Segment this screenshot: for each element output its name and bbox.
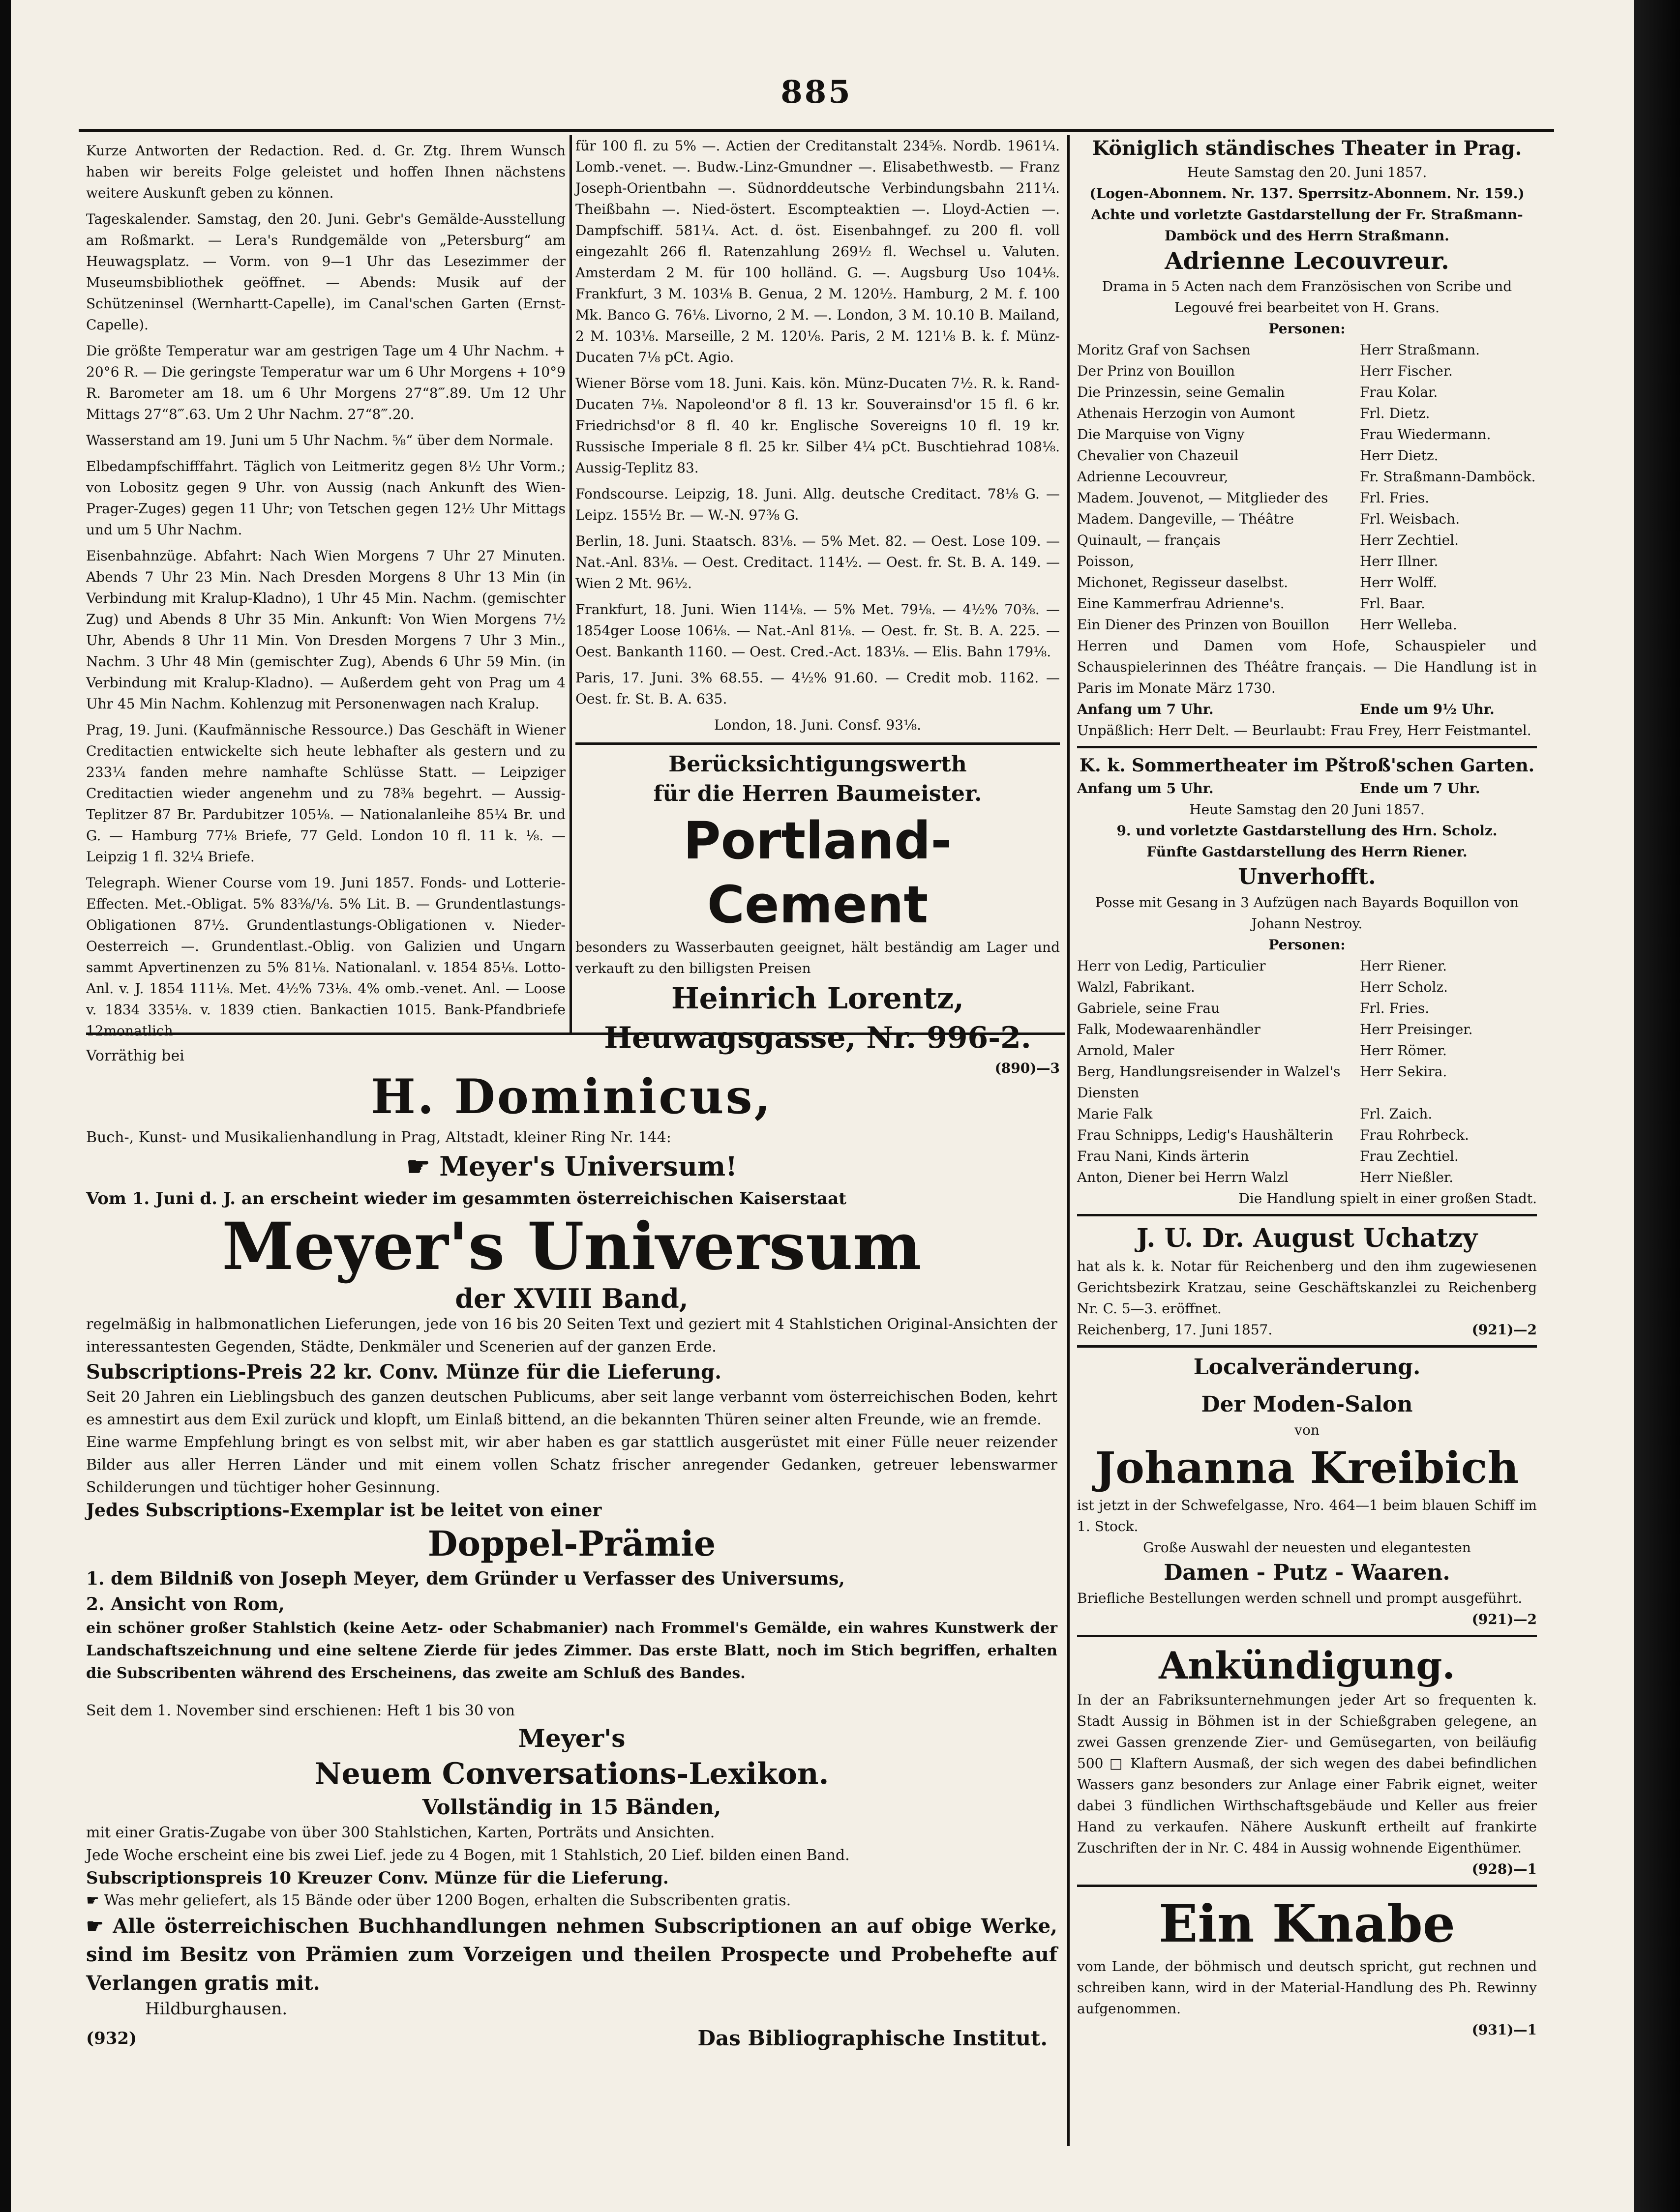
cast-actor: Herr Zechtiel. [1360,532,1459,548]
portland-headline-1: Berücksichtigungswerth [668,752,967,777]
cast-role: Madem. Jouvenot, — Mitglieder des [1077,490,1328,506]
cast-actor: Fr. Straßmann-Damböck. [1360,469,1536,485]
salon-goods: Damen - Putz - Waaren. [1164,1560,1450,1585]
pointing-hand-icon: ☛ [86,1892,104,1909]
cast-actor: Frl. Weisbach. [1360,511,1460,527]
universum-every: Jedes Subscriptions-Exemplar ist be leitet von einer [86,1500,602,1521]
cast-role: Herr von Ledig, Particulier [1077,958,1266,974]
cast-role: Gabriele, seine Frau [1077,1000,1220,1016]
uchatzy-title: J. U. Dr. August Uchatzy [1136,1223,1478,1253]
salon-footer: Briefliche Bestellungen werden schnell und prompt ausgeführt. [1077,1590,1523,1606]
notice-wasserstand: Wasserstand am 19. Juni um 5 Uhr Nachm. ⅝“ über dem Normale. [86,432,554,448]
cast-row [1077,1146,1537,1167]
notice-redaction: Kurze Antworten der Redaction. Red. d. Gr. Ztg. Ihrem Wunsch haben wir bereits Folge geleistet und hoffen Ihnen nächstens weitere Auskunft geben zu können. [86,143,566,201]
cast-role: Anton, Diener bei Herrn Walzl [1077,1169,1289,1185]
universum-praemie: Doppel-Prämie [427,1523,716,1564]
dominicus-intro: Vom 1. Juni d. J. an erscheint wieder im gesammten österreichischen Kaiserstaat [86,1189,846,1209]
cast-role: Athenais Herzogin von Aumont [1077,405,1295,421]
summer-guest-1: 9. und vorletzte Gastdarstellung des Hrn. Scholz. [1116,823,1498,839]
uchatzy-place-date: Reichenberg, 17. Juni 1857. [1077,1322,1273,1338]
lexikon-p5: mit einer Gratis-Zugabe von über 300 Stahlstichen, Karten, Porträts und Ansichten. [86,1824,715,1841]
cast-actor: Herr Fischer. [1360,363,1453,379]
lexikon-p7-text: Was mehr geliefert, als 15 Bände oder über 1200 Bogen, erhalten die Subscribenten gratis. [104,1892,791,1909]
cast-actor: Frl. Dietz. [1360,405,1430,421]
summer-start: Anfang um 5 Uhr. [1077,780,1214,796]
lexikon-meyers: Meyer's [518,1724,626,1753]
dominicus-desc: Buch-, Kunst- und Musikalienhandlung in Prag, Altstadt, kleiner Ring Nr. 144: [86,1129,671,1146]
column-right [1077,135,1537,2151]
universum-p3: Eine warme Empfehlung bringt es von selbst mit, wir aber haben es gar stattlich ausgerüstet mit einer Fülle neuer reizender Bilder aus aller Herren Länder und mit einem vollen Schatz frischer anregender Gedanken, getreuer lebenswarmer Schilderungen und tüchtiger hoher Gesinnung. [86,1434,1057,1496]
lexikon-p8 [86,1912,1057,1998]
cast-row [1077,1019,1537,1040]
notice-dampfschifffahrt: Elbedampfschifffahrt. Täglich von Leitmeritz gegen 8½ Uhr Vorm.; von Lobositz gegen 9 Uhr. von Aussig (nach Ankunft des Wien-Prager-Zuges) gegen 11 Uhr; von Tetschen gegen 12½ Uhr Mittags und um 5 Uhr Nachm. [86,458,566,538]
cast-row [1077,1040,1537,1061]
uchatzy-footer [1077,1319,1537,1340]
column-rule-1 [570,135,572,1035]
theatre-guest: Achte und vorletzte Gastdarstellung der Fr. Straßmann-Damböck und des Herrn Straßmann. [1091,206,1523,244]
cast-role: Michonet, Regisseur daselbst. [1077,574,1288,590]
rule [1077,1345,1537,1348]
cast-row [1077,1103,1537,1124]
lexikon-since: Seit dem 1. November sind erschienen: Heft 1 bis 30 von [86,1702,515,1719]
portland-ref: (890)—3 [994,1060,1060,1076]
uchatzy-body: hat als k. k. Notar für Reichenberg und den ihm zugewiesenen Gerichtsbezirk Kratzau, seine Geschäftskanzlei zu Reichenberg Nr. C. 5—3. eröffnet. [1077,1258,1537,1317]
cast-actor: Herr Welleba. [1360,617,1457,633]
column-left [86,140,566,1039]
portland-body: besonders zu Wasserbauten geeignet, hält beständig am Lager und verkauft zu den billigsten Preisen [575,939,1060,976]
theatre-play-desc: Drama in 5 Acten nach dem Französischen von Scribe und Legouvé frei bearbeitet von H. Grans. [1102,278,1512,316]
cast-row [1077,403,1537,424]
notice-temperatur: Die größte Temperatur war am gestrigen Tage um 4 Uhr Nachm. + 20°6 R. — Die geringste Temperatur war um 6 Uhr Morgens + 10°9 R. Barometer am 18. um 6 Uhr Morgens 27“8‴.89. Um 12 Uhr Mittags 27“8‴.63. Um 2 Uhr Nachm. 27“8‴.20. [86,343,566,422]
ankuendigung-title: Ankündigung. [1159,1644,1455,1687]
dominicus-ad [86,1045,1057,2156]
rule [1077,1885,1537,1887]
rule [1077,1214,1537,1216]
salon-body: ist jetzt in der Schwefelgasse, Nro. 464—1 beim blauen Schiff im 1. Stock. [1077,1497,1537,1534]
wiener-boerse: Wiener Börse vom 18. Juni. Kais. kön. Münz-Ducaten 7½. R. k. Rand-Ducaten 7⅛. Napoleond'or 8 fl. 13 kr. Souverainsd'or 15 fl. 6 kr. Friedrichsd'or 8 fl. 40 kr. Englische Sovereigns 10 fl. 19 kr. Russische Imperiale 8 fl. 25 kr. Silber 4¼ pCt. Buschtiehrad 108⅛. Aussig-Teplitz 83. [575,375,1060,476]
praemie-item-1: 1. dem Bildniß von Joseph Meyer, dem Gründer u Verfasser des Universums, [86,1568,845,1589]
summer-date: Heute Samstag den 20 Juni 1857. [1189,801,1425,818]
salon-ref: (921)—2 [1471,1611,1537,1627]
ankuendigung-body: In der an Fabriksunternehmungen jeder Art so frequenten k. Stadt Aussig in Böhmen ist in der Schießgraben gelegene, an zwei Gassen grenzende Zier- und Gemüsegarten, von beiläufig 500 □ Klaftern Ausmaß, der sich wegen des dabei befindlichen Wassers ganz besonders zur Anlage einer Fabrik eignet, weiter dabei 3 fündlichen Wirthschaftsgebäude und Keller aus freier Hand zu verkaufen. Nähere Auskunft ertheilt auf frankirte Zuschriften der in Nr. C. 484 in Aussig wohnende Eigenthümer. [1077,1692,1537,1856]
summer-persons-heading: Personen: [1268,937,1346,953]
cast-actor: Herr Riener. [1360,958,1447,974]
cast-row [1077,445,1537,466]
cast-role: Ein Diener des Prinzen von Bouillon [1077,617,1330,633]
salon-assortment: Große Auswahl der neuesten und elegantesten [1143,1539,1471,1556]
cast-role: Moritz Graf von Sachsen [1077,342,1251,358]
theatre-unwell: Unpäßlich: Herr Delt. — Beurlaubt: Frau Frey, Herr Feistmantel. [1077,722,1531,738]
summer-play: Unverhofft. [1238,864,1376,889]
portland-ad [575,750,1060,1079]
summer-desc: Posse mit Gesang in 3 Aufzügen nach Bayards Boquillon von Johann Nestroy. [1095,894,1519,932]
universum-p4: ein schöner großer Stahlstich (keine Aetz- oder Schabmanier) nach Frommel's Gemälde, ein wahres Kunstwerk der Landschaftszeichnung und eine seltene Zierde für jedes Zimmer. Das erste Blatt, noch im Stich begriffen, erhalten die Subscribenten während des Erscheinens, das zweite am Schluß des Bandes. [86,1620,1057,1682]
cast-row [1077,955,1537,976]
cast-row [1077,508,1537,530]
salon-von: von [1294,1422,1320,1438]
notice-prag-boerse: Prag, 19. Juni. (Kaufmännische Ressource.) Das Geschäft in Wiener Creditactien entwickelte sich heute lebhafter als gestern und zu 233¼ fanden mehre namhafte Schlüsse Statt. — Leipziger Creditactien wieder angenehm und zu 78⅜ begehrt. — Aussig-Teplitzer 87 Br. Pardubitzer 105⅛. — Nationalanleihe 85¼ Br. und G. — Hamburg 77⅛ Briefe, 77 Geld. London 10 fl. 11 k. ⅛. — Leipzig 1 fl. 32¼ Briefe. [86,722,566,865]
scan-edge [1634,0,1680,2212]
cast-role: Der Prinz von Bouillon [1077,363,1235,379]
cast-actor: Frl. Fries. [1360,1000,1430,1016]
cast-actor: Herr Sekira. [1360,1063,1447,1080]
lexikon-title: Neuem Conversations-Lexikon. [314,1757,829,1791]
cast-row [1077,1061,1537,1103]
portland-address: Heuwagsgasse, Nr. 996-2. [604,1021,1031,1055]
dominicus-pre: Vorräthig bei [86,1047,184,1064]
salon-title: Der Moden-Salon [1201,1392,1413,1417]
fondscourse-london: London, 18. Juni. Consf. 93⅛. [714,717,922,733]
cast-actor: Herr Nießler. [1360,1169,1454,1185]
cast-role: Adrienne Lecouvreur, [1077,469,1229,485]
praemie-item-2: 2. Ansicht von Rom, [86,1594,285,1615]
cast-actor: Frl. Fries. [1360,490,1430,506]
fondscourse-frankfurt: Frankfurt, 18. Juni. Wien 114⅛. — 5% Met. 79⅛. — 4½% 70⅜. —1854ger Loose 106⅛. — Nat.-Anl 81⅛. — Oest. fr. St. B. A. 225. — Oest. Bankanth 1160. — Oest. Cred.-Act. 183⅛. — Elis. Bahn 179⅛. [575,601,1060,660]
theatre-start: Anfang um 7 Uhr. [1077,701,1214,717]
summer-end: Ende um 7 Uhr. [1360,780,1480,796]
summer-times [1077,778,1537,799]
cast-role: Marie Falk [1077,1106,1153,1122]
fondscourse-leipzig: Fondscourse. Leipzig, 18. Juni. Allg. deutsche Creditact. 78⅛ G. — Leipz. 155½ Br. — W.-N. 97⅜ G. [575,486,1060,523]
dominicus-footer [86,2025,1057,2052]
cast-role: Falk, Modewaarenhändler [1077,1021,1260,1037]
dominicus-sub-text: Meyer's Universum! [439,1150,737,1182]
cast-actor: Herr Wolff. [1360,574,1438,590]
lexikon-complete: Vollständig in 15 Bänden, [422,1795,721,1819]
cast-row [1077,487,1537,508]
summer-title: K. k. Sommertheater im Pštroß'schen Garten. [1079,755,1535,776]
dominicus-ref: (932) [86,2029,137,2048]
cast-actor: Frl. Zaich. [1360,1106,1433,1122]
cast-actor: Herr Illner. [1360,553,1439,569]
cast-row [1077,998,1537,1019]
cast-row [1077,424,1537,445]
cast-role: Quinault, — français [1077,532,1221,548]
universum-p2: Seit 20 Jahren ein Lieblingsbuch des ganzen deutschen Publicums, aber seit lange verbannt vom österreichischen Boden, kehrt es amnestirt aus dem Exil zurück und klopft, um Einlaß bittend, an die bekannten Thüren seiner alten Freunde, wie an fremde. [86,1388,1057,1428]
spacer [86,1685,1057,1700]
cast-row [1077,1124,1537,1146]
ankuendigung-ref: (928)—1 [1471,1861,1537,1877]
cast-actor: Herr Römer. [1360,1042,1447,1059]
fondscourse-berlin: Berlin, 18. Juni. Staatsch. 83⅛. — 5% Met. 82. — Oest. Lose 109. — Nat.-Anl. 83⅛. — Oest. Creditact. 114½. — Oest. fr. St. B. A. 149. — Wien 2 Mt. 96½. [575,533,1060,591]
rule [1077,746,1537,748]
notice-wiener-course: Telegraph. Wiener Course vom 19. Juni 1857. Fonds- und Lotterie-Effecten. Met.-Obligat. 5% 83⅜/⅛. 5% Lit. B. — Grundentlastungs-Obligationen 87½. Grundentlastungs-Obligationen v. Nieder-Oesterreich —. Grundentlast.-Oblig. von Galizien und Ungarn sammt Apvertinenzen zu 5% 81⅛. Nationalanl. v. 1854 85⅛. Lotto-Anl. v. J. 1854 111⅛. Met. 4½% 73⅛. 4% omb.-venet. Anl. — Loose v. 1834 335⅛. v. 1839 ctien. Bankactien 1015. Bank-Pfandbriefe 12monatlich [86,875,566,1039]
summer-note: Die Handlung spielt in einer großen Stadt. [1238,1190,1537,1207]
cast-role: Chevalier von Chazeuil [1077,447,1239,464]
uchatzy-ref: (921)—2 [1471,1322,1537,1338]
knabe-body: vom Lande, der böhmisch und deutsch spricht, gut rechnen und schreiben kann, wird in der Material-Handlung des Ph. Rewinny aufgenommen. [1077,1958,1537,2017]
cast-actor: Frl. Baar. [1360,595,1425,612]
cast-actor: Herr Scholz. [1360,979,1448,995]
pointing-hand-icon: ☛ [86,1915,113,1938]
notice-eisenbahnzuege: Eisenbahnzüge. Abfahrt: Nach Wien Morgens 7 Uhr 27 Minuten. Abends 7 Uhr 23 Min. Nach Dresden Morgens 8 Uhr 13 Min (in Verbindung mit Kralup-Kladno), 1 Uhr 45 Min. Nachm. (gemischter Zug) und Abends 8 Uhr 35 Min. Ankunft: Von Wien Morgens 7½ Uhr, Abends 8 Uhr 11 Min. Von Dresden Morgens 7 Uhr 3 Min., Nachm. 3 Uhr 48 Min (gemischter Zug), Abends 6 Uhr 59 Min. (in Verbindung mit Kralup-Kladno). — Außerdem geht von Prag um 4 Uhr 45 Min Nachm. Kohlenzug mit Personenwagen nach Kralup. [86,548,566,712]
theatre-abo: (Logen-Abonnem. Nr. 137. Sperrsitz-Abonnem. Nr. 159.) [1089,185,1525,202]
universum-band: der XVIII Band, [455,1283,689,1314]
knabe-ref: (931)—1 [1471,2022,1537,2038]
cast-row [1077,339,1537,360]
column-rule-2 [1067,135,1070,2146]
summer-guest-2: Fünfte Gastdarstellung des Herrn Riener. [1146,844,1468,860]
summer-cast-list [1077,955,1537,1188]
ad-rule [575,742,1060,745]
cast-role: Poisson, [1077,553,1135,569]
cast-row [1077,614,1537,635]
theatre-persons-heading: Personen: [1268,321,1346,337]
theatre-note: Herren und Damen vom Hofe, Schauspieler und Schauspielerinnen des Théâtre français. — Die Handlung ist in Paris im Monate März 1730. [1077,638,1537,696]
theatre-date: Heute Samstag den 20. Juni 1857. [1187,164,1427,180]
cast-actor: Herr Dietz. [1360,447,1439,464]
cast-role: Arnold, Maler [1077,1042,1174,1059]
knabe-title: Ein Knabe [1159,1893,1455,1954]
theatre-play: Adrienne Lecouvreur. [1165,247,1449,275]
cast-role: Frau Nani, Kinds ärterin [1077,1148,1249,1164]
column-middle [575,135,1060,1076]
lexikon-price: Subscriptionspreis 10 Kreuzer Conv. Münze für die Lieferung. [86,1868,669,1888]
cast-row [1077,382,1537,403]
lexikon-p7 [86,1889,1057,1912]
theatre-end: Ende um 9½ Uhr. [1360,701,1495,717]
cast-row [1077,551,1537,572]
salon-name: Johanna Kreibich [1095,1442,1519,1493]
fondscourse-paris: Paris, 17. Juni. 3% 68.55. — 4½% 91.60. — Credit mob. 1162. — Oest. fr. St. B. A. 635. [575,670,1060,707]
rule [1077,1635,1537,1637]
cast-role: Berg, Handlungsreisender in Walzel's Diensten [1077,1063,1341,1101]
cast-role: Die Marquise von Vigny [1077,426,1245,442]
cast-row [1077,466,1537,487]
cast-actor: Herr Straßmann. [1360,342,1480,358]
cast-actor: Frau Wiedermann. [1360,426,1491,442]
theatre-title: Königlich ständisches Theater in Prag. [1092,137,1522,160]
portland-title: Portland-Cement [683,811,952,935]
cast-row [1077,976,1537,998]
cast-row [1077,1167,1537,1188]
cast-role: Frau Schnipps, Ledig's Haushälterin [1077,1127,1333,1143]
pointing-hand-icon: ☛ [406,1150,440,1182]
cast-row [1077,593,1537,614]
portland-headline-2: für die Herren Baumeister. [653,781,982,806]
cast-role: Die Prinzessin, seine Gemalin [1077,384,1285,400]
theatre-times [1077,699,1537,720]
dominicus-sign: Das Bibliographische Institut. [697,2026,1048,2050]
page-number: 885 [780,74,852,111]
notice-tageskalender: Tageskalender. Samstag, den 20. Juni. Gebr's Gemälde-Ausstellung am Roßmarkt. — Lera's Rundgemälde von „Petersburg“ am Heuwagsplatz. — Vorm. von 9—1 Uhr das Lesezimmer der Museumsbibliothek geöffnet. — Abends: Musik auf der Schützeninsel (Wernhartt-Capelle), im Canal'schen Garten (Ernst-Capelle). [86,211,566,333]
theatre-cast-list [1077,339,1537,635]
cast-actor: Frau Zechtiel. [1360,1148,1459,1164]
lexikon-p8-text: Alle österreichischen Buchhandlungen nehmen Subscriptionen an auf obige Werke, sind im Besitz von Prämien zum Vorzeigen und theilen Prospecte und Probehefte auf Verlangen gratis mit. [86,1915,1057,1995]
cast-role: Madem. Dangeville, — Théâtre [1077,511,1294,527]
dominicus-sub [86,1149,1057,1183]
universum-title: Meyer's Universum [222,1209,922,1285]
header-rule [79,129,1554,132]
universum-p1: regelmäßig in halbmonatlichen Lieferungen, jede von 16 bis 20 Seiten Text und geziert mit 4 Stahlstichen Original-Ansichten der interessantesten Gegenden, Städte, Denkmäler und Scenerien auf der ganzen Erde. [86,1316,1057,1356]
cast-role: Eine Kammerfrau Adrienne's. [1077,595,1285,612]
cast-row [1077,572,1537,593]
cast-actor: Frau Rohrbeck. [1360,1127,1469,1143]
local-title: Localveränderung. [1193,1355,1421,1380]
cast-actor: Frau Kolar. [1360,384,1438,400]
dominicus-place: Hildburghausen. [145,1999,288,2019]
lexikon-p6: Jede Woche erscheint eine bis zwei Lief. jede zu 4 Bogen, mit 1 Stahlstich, 20 Lief. bilden einen Band. [86,1847,850,1864]
cast-role: Walzl, Fabrikant. [1077,979,1195,995]
cast-row [1077,360,1537,382]
cast-row [1077,530,1537,551]
universum-price: Subscriptions-Preis 22 kr. Conv. Münze für die Lieferung. [86,1360,721,1384]
cast-actor: Herr Preisinger. [1360,1021,1473,1037]
course-continued: für 100 fl. zu 5% —. Actien der Creditanstalt 234⅝. Nordb. 1961¼. Lomb.-venet. —. Budw.-Linz-Gmundner —. Elisabethwestb. — Franz Joseph-Orientbahn —. Südnorddeutsche Verbindungsbahn 211¼. Theißbahn —. Nied-östert. Escompteaktien —. Lloyd-Actien —. Dampfschiff. 581¼. Act. d. öst. Eisenbahngef. zu 200 fl. voll eingezahlt 266 fl. Ratenzahlung 269½ fl. Wechsel u. Valuten. Amsterdam 2 M. für 100 holländ. G. —. Augsburg Uso 104⅛. Frankfurt, 3 M. 103⅛ B. Genua, 2 M. 120½. Hamburg, 2 M. f. 100 Mk. Banco G. 76⅛. Livorno, 2 M. —. London, 3 M. 10.10 B. Mailand, 2 M. 103⅛. Marseille, 2 M. 120⅛. Paris, 2 M. 121⅛ B. k. f. Münz-Ducaten 7⅛ pCt. Agio. [575,138,1060,365]
dominicus-name: H. Dominicus, [371,1069,773,1124]
portland-name: Heinrich Lorentz, [671,981,964,1016]
